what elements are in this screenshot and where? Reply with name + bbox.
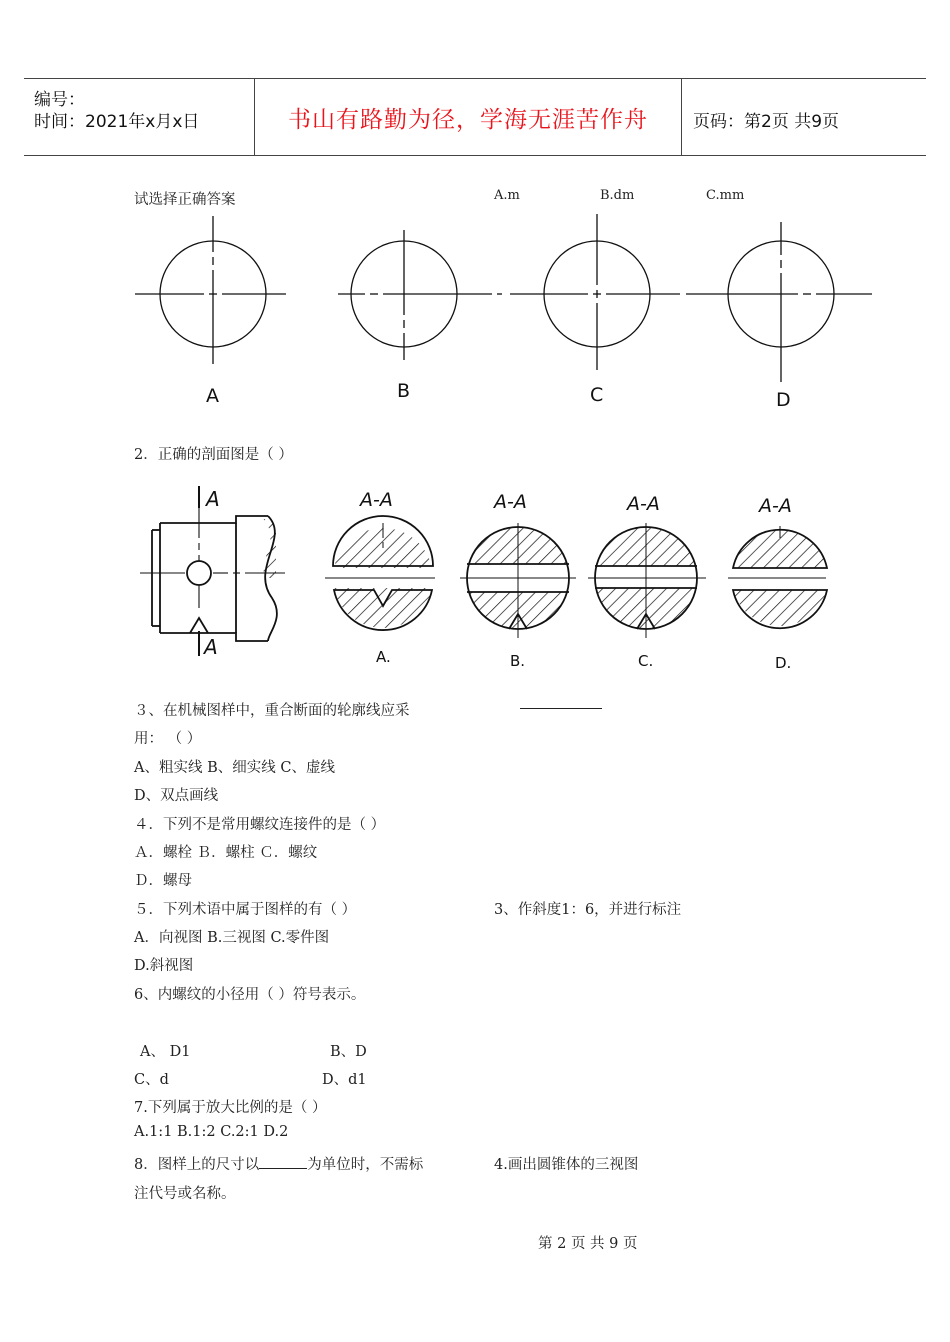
- q1-label-a: A: [206, 385, 219, 407]
- q6-option-d: D、d1: [322, 1072, 367, 1088]
- q1-option-a: A.m: [494, 188, 520, 203]
- q3-question-line1: ３、在机械图样中，重合断面的轮廓线应采: [134, 703, 410, 719]
- q5-question: ５．下列术语中属于图样的有（ ）: [134, 902, 357, 918]
- shaft-drawing: [152, 516, 277, 641]
- q3-options-line1: A、粗实线 B、细实线 C、虚线: [134, 760, 335, 776]
- q2-label-a: A.: [376, 648, 391, 666]
- q2-section-figures: [0, 478, 950, 688]
- q5-side-task: 3、作斜度1：6，并进行标注: [494, 902, 682, 918]
- shaft-section-mark-top: A: [206, 487, 220, 511]
- answer-underline: [520, 708, 602, 709]
- q6-option-b: B、D: [330, 1044, 367, 1060]
- section-title-b: A-A: [494, 491, 527, 513]
- q6-question: 6、内螺纹的小径用（ ）符号表示。: [134, 987, 366, 1003]
- section-title-a: A-A: [360, 489, 393, 511]
- header-page-cell: [681, 79, 926, 155]
- q7-options: A.1:1 B.1:2 C.2:1 D.2: [134, 1124, 289, 1140]
- q6-option-c: C、d: [134, 1072, 169, 1088]
- q4-question: ４．下列不是常用螺纹连接件的是（ ）: [134, 817, 386, 833]
- q1-option-c: C.mm: [706, 188, 745, 203]
- q3-options-line2: D、双点画线: [134, 788, 219, 804]
- document-number-label: 编号：: [34, 90, 85, 110]
- q6-option-a: A、 D1: [140, 1044, 191, 1060]
- q1-label-c: C: [590, 384, 604, 406]
- q8-question-line1: [134, 1153, 423, 1174]
- q8-question-line2: 注代号或名称。: [134, 1186, 236, 1202]
- section-title-d: A-A: [759, 495, 792, 517]
- document-time-label: 时间：2021年x月x日: [34, 112, 200, 132]
- section-title-c: A-A: [627, 493, 660, 515]
- q1-label-b: B: [397, 380, 411, 402]
- page-footer: 第 2 页 共 9 页: [538, 1236, 638, 1252]
- q3-question-line2: 用： （ ）: [134, 731, 202, 747]
- q2-label-b: B.: [510, 652, 526, 670]
- q5-options-line1: A．向视图 B.三视图 C.零件图: [134, 930, 330, 946]
- q8-text-after: 为单位时，不需标: [307, 1157, 424, 1173]
- header-page-number: 页码：第2页 共9页: [693, 112, 840, 132]
- q1-option-b: B.dm: [600, 188, 635, 203]
- q7-question: 7.下列属于放大比例的是（ ）: [134, 1100, 327, 1116]
- q5-options-line2: D.斜视图: [134, 958, 194, 974]
- page-header: [24, 78, 926, 156]
- header-motto-cell: [254, 79, 682, 155]
- q1-label-d: D: [776, 389, 791, 411]
- q4-options-line2: Ｄ．螺母: [134, 873, 192, 889]
- q2-label-d: D.: [775, 654, 792, 672]
- q1-circle-figures: [0, 200, 950, 420]
- q1-prompt: 试选择正确答案: [134, 192, 236, 208]
- header-motto: 书山有路勤为径，学海无涯苦作舟: [288, 107, 648, 133]
- q2-label-c: C.: [638, 652, 654, 670]
- q4-options-line1: Ａ．螺栓 Ｂ．螺柱 Ｃ．螺纹: [134, 845, 318, 861]
- shaft-section-mark-bottom: A: [204, 635, 218, 659]
- q8-side-task: 4.画出圆锥体的三视图: [494, 1157, 639, 1173]
- header-info-cell: [24, 79, 254, 155]
- q8-answer-blank: [259, 1154, 307, 1169]
- q8-text-before: 8．图样上的尺寸以: [134, 1157, 260, 1173]
- q2-question: 2．正确的剖面图是（ ）: [134, 447, 293, 463]
